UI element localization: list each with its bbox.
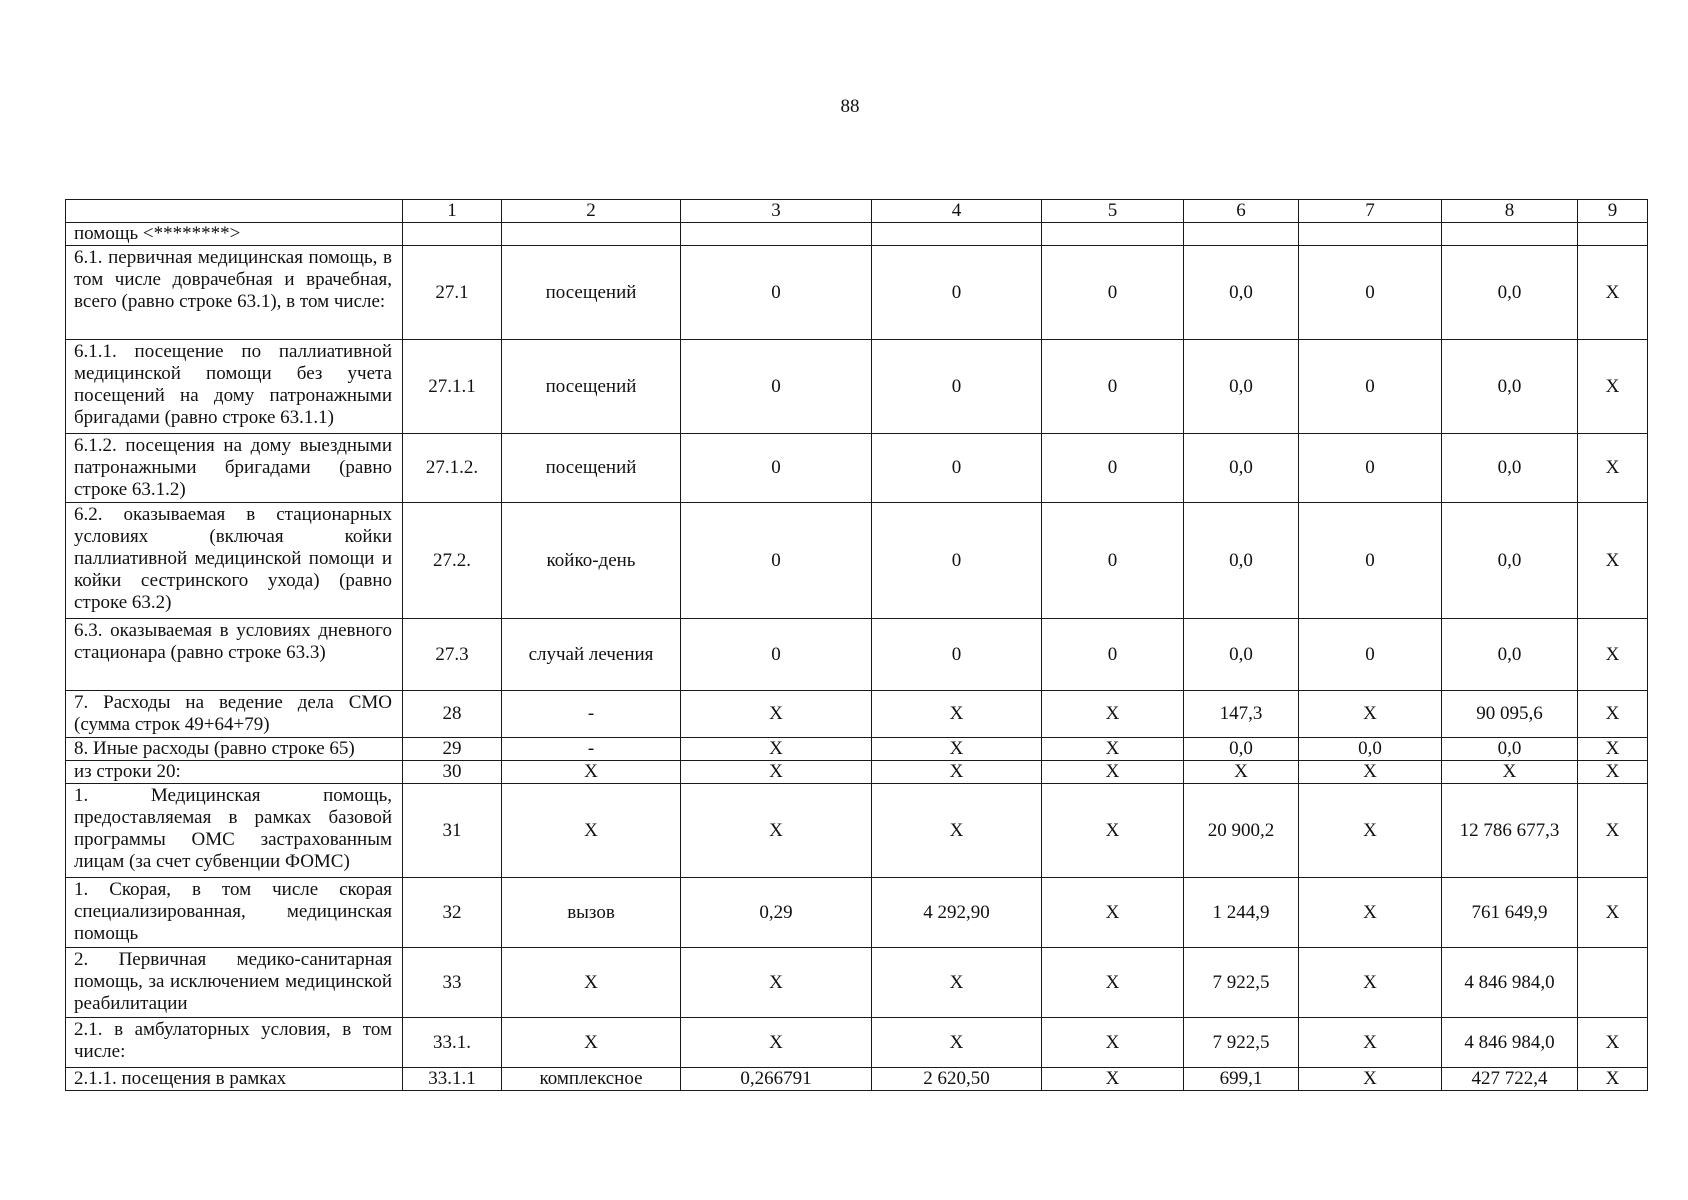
table-cell: 32	[403, 878, 502, 948]
table-cell	[1578, 223, 1648, 246]
table-cell: 0	[1042, 434, 1184, 503]
table-cell: X	[681, 738, 872, 761]
table-cell: X	[1578, 738, 1648, 761]
row-description-cell: 2.1.1. посещения в рамках	[66, 1068, 403, 1091]
table-cell: X	[872, 784, 1042, 878]
header-cell: 7	[1299, 200, 1442, 223]
table-cell: X	[1042, 784, 1184, 878]
table-row	[66, 691, 1648, 738]
header-cell: 5	[1042, 200, 1184, 223]
table-header-row	[66, 200, 1648, 223]
table-cell: 0	[1299, 503, 1442, 619]
table-cell: 31	[403, 784, 502, 878]
row-description-cell: 6.1.1. посещение по паллиативной медицинской помощи без учета посещений на дому патронажными бригадами (равно строке 63.1.1)	[66, 340, 403, 434]
table-cell: посещений	[502, 246, 681, 340]
table-cell: X	[502, 1018, 681, 1068]
table-cell: 12 786 677,3	[1442, 784, 1578, 878]
table-cell: 4 292,90	[872, 878, 1042, 948]
table-row	[66, 434, 1648, 503]
table-cell: 0,29	[681, 878, 872, 948]
row-description-cell: 2. Первичная медико-санитарная помощь, за исключением медицинской реабилитации	[66, 948, 403, 1018]
table-cell: 0	[1042, 246, 1184, 340]
table-cell: 27.3	[403, 619, 502, 691]
table-cell: 1 244,9	[1184, 878, 1299, 948]
table-cell: 0	[1042, 619, 1184, 691]
table-row	[66, 948, 1648, 1018]
table-cell: X	[1042, 1068, 1184, 1091]
table-cell: 7 922,5	[1184, 1018, 1299, 1068]
table-cell: 0	[1299, 434, 1442, 503]
header-cell: 8	[1442, 200, 1578, 223]
table-cell	[1299, 223, 1442, 246]
table-cell: посещений	[502, 340, 681, 434]
table-cell: X	[681, 1018, 872, 1068]
table-row	[66, 761, 1648, 784]
table-cell: X	[1042, 761, 1184, 784]
table-body	[66, 223, 1648, 1091]
table-cell: 4 846 984,0	[1442, 1018, 1578, 1068]
table-cell: X	[1578, 1068, 1648, 1091]
table-cell: 33	[403, 948, 502, 1018]
table-cell: X	[502, 948, 681, 1018]
table-cell: X	[681, 948, 872, 1018]
row-description-cell: 8. Иные расходы (равно строке 65)	[66, 738, 403, 761]
table-cell: койко-день	[502, 503, 681, 619]
table-cell: случай лечения	[502, 619, 681, 691]
table-row	[66, 1018, 1648, 1068]
table-cell: 0,0	[1184, 340, 1299, 434]
table-cell: X	[1578, 784, 1648, 878]
table-cell: 7 922,5	[1184, 948, 1299, 1018]
table-cell: X	[1299, 784, 1442, 878]
header-cell: 9	[1578, 200, 1648, 223]
table-cell: 0	[872, 340, 1042, 434]
table-cell: 0	[872, 434, 1042, 503]
table-cell: X	[1578, 340, 1648, 434]
table-row	[66, 223, 1648, 246]
table-cell: 0,0	[1184, 434, 1299, 503]
table-cell: 147,3	[1184, 691, 1299, 738]
table-cell: 0	[1042, 340, 1184, 434]
table-cell	[502, 223, 681, 246]
table-cell	[1578, 948, 1648, 1018]
table-cell: 28	[403, 691, 502, 738]
table-cell: 33.1.	[403, 1018, 502, 1068]
table-cell: X	[872, 948, 1042, 1018]
table-cell: 90 095,6	[1442, 691, 1578, 738]
table-cell: 0,0	[1442, 340, 1578, 434]
table-cell: 0,0	[1442, 434, 1578, 503]
row-description-cell: 7. Расходы на ведение дела СМО (сумма строк 49+64+79)	[66, 691, 403, 738]
table-cell: 0,0	[1184, 738, 1299, 761]
table-cell: 27.1.2.	[403, 434, 502, 503]
table-cell: 0	[1299, 246, 1442, 340]
table-cell: 4 846 984,0	[1442, 948, 1578, 1018]
table-cell: 0,0	[1299, 738, 1442, 761]
header-cell	[66, 200, 403, 223]
table-cell: 0,0	[1184, 619, 1299, 691]
table-cell: 30	[403, 761, 502, 784]
table-row	[66, 246, 1648, 340]
row-description-cell: 2.1. в амбулаторных условия, в том числе:	[66, 1018, 403, 1068]
table-cell: 0,0	[1442, 246, 1578, 340]
table-cell: 27.2.	[403, 503, 502, 619]
table-cell: X	[1299, 1068, 1442, 1091]
table-cell: X	[1299, 948, 1442, 1018]
table-cell: 0	[1299, 340, 1442, 434]
table-row	[66, 738, 1648, 761]
table-cell: 0,0	[1184, 246, 1299, 340]
table-cell: вызов	[502, 878, 681, 948]
table-cell: -	[502, 738, 681, 761]
table-cell: 0,266791	[681, 1068, 872, 1091]
table-cell: 0	[1042, 503, 1184, 619]
row-description-cell: из строки 20:	[66, 761, 403, 784]
table-cell: X	[872, 738, 1042, 761]
header-cell: 3	[681, 200, 872, 223]
table-cell	[681, 223, 872, 246]
table-cell: X	[502, 784, 681, 878]
table-cell: X	[1578, 246, 1648, 340]
table-cell	[1442, 223, 1578, 246]
table-cell: X	[1299, 761, 1442, 784]
table-cell: 0,0	[1442, 619, 1578, 691]
table-cell: X	[872, 691, 1042, 738]
table-cell: X	[1578, 434, 1648, 503]
table-cell: 0,0	[1442, 738, 1578, 761]
table-cell: 0	[681, 246, 872, 340]
table-cell: 0	[1299, 619, 1442, 691]
table-cell: X	[681, 761, 872, 784]
table-cell: 761 649,9	[1442, 878, 1578, 948]
table-cell: X	[1042, 1018, 1184, 1068]
row-description-cell: 6.3. оказываемая в условиях дневного стационара (равно строке 63.3)	[66, 619, 403, 691]
table-cell: X	[1042, 948, 1184, 1018]
table-cell: 0,0	[1442, 503, 1578, 619]
table-cell: 27.1	[403, 246, 502, 340]
table-row	[66, 340, 1648, 434]
data-table	[65, 199, 1648, 1091]
table-cell: X	[1042, 878, 1184, 948]
table-cell: X	[1578, 503, 1648, 619]
table-cell: X	[1578, 691, 1648, 738]
row-description-cell: 6.1. первичная медицинская помощь, в том числе доврачебная и врачебная, всего (равно строке 63.1), в том числе:	[66, 246, 403, 340]
table-cell: 33.1.1	[403, 1068, 502, 1091]
table-cell: X	[872, 761, 1042, 784]
table-cell: 2 620,50	[872, 1068, 1042, 1091]
table-cell: 0	[872, 619, 1042, 691]
row-description-cell: 6.2. оказываемая в стационарных условиях (включая койки паллиативной медицинской помощи и койки сестринского ухода) (равно строке 63.2)	[66, 503, 403, 619]
table-cell: X	[502, 761, 681, 784]
table-cell: -	[502, 691, 681, 738]
table-cell: X	[1578, 761, 1648, 784]
table-cell	[403, 223, 502, 246]
table-cell: X	[1578, 619, 1648, 691]
table-cell: X	[1299, 691, 1442, 738]
header-cell: 2	[502, 200, 681, 223]
table-cell: 0	[681, 434, 872, 503]
table-cell: 0	[872, 246, 1042, 340]
table-cell: 699,1	[1184, 1068, 1299, 1091]
table-cell: комплексное	[502, 1068, 681, 1091]
table-cell: X	[681, 784, 872, 878]
row-description-cell: 1. Медицинская помощь, предоставляемая в рамках базовой программы ОМС застрахованным лицам (за счет субвенции ФОМС)	[66, 784, 403, 878]
table-cell: 0	[681, 503, 872, 619]
header-cell: 1	[403, 200, 502, 223]
table-row	[66, 784, 1648, 878]
table-cell	[1184, 223, 1299, 246]
table-cell: 20 900,2	[1184, 784, 1299, 878]
table-cell: 29	[403, 738, 502, 761]
row-description-cell: 6.1.2. посещения на дому выездными патронажными бригадами (равно строке 63.1.2)	[66, 434, 403, 503]
table-cell: 0	[681, 619, 872, 691]
table-cell: X	[1184, 761, 1299, 784]
table-cell: X	[872, 1018, 1042, 1068]
table-row	[66, 619, 1648, 691]
table-cell: X	[1578, 878, 1648, 948]
table-row	[66, 503, 1648, 619]
table-cell: посещений	[502, 434, 681, 503]
row-description-cell: помощь <********>	[66, 223, 403, 246]
row-description-cell: 1. Скорая, в том числе скорая специализированная, медицинская помощь	[66, 878, 403, 948]
table-cell	[872, 223, 1042, 246]
table-cell: X	[681, 691, 872, 738]
page-number: 88	[840, 96, 860, 117]
table-cell: 427 722,4	[1442, 1068, 1578, 1091]
header-cell: 4	[872, 200, 1042, 223]
header-cell: 6	[1184, 200, 1299, 223]
table-cell: X	[1299, 1018, 1442, 1068]
table-cell: 0	[681, 340, 872, 434]
table-cell: X	[1042, 691, 1184, 738]
table-cell: 0	[872, 503, 1042, 619]
table-cell: 0,0	[1184, 503, 1299, 619]
table-cell: X	[1442, 761, 1578, 784]
table-cell: X	[1042, 738, 1184, 761]
table-cell: 27.1.1	[403, 340, 502, 434]
table-cell	[1042, 223, 1184, 246]
table-row	[66, 878, 1648, 948]
table-cell: X	[1299, 878, 1442, 948]
table-row	[66, 1068, 1648, 1091]
table-cell: X	[1578, 1018, 1648, 1068]
